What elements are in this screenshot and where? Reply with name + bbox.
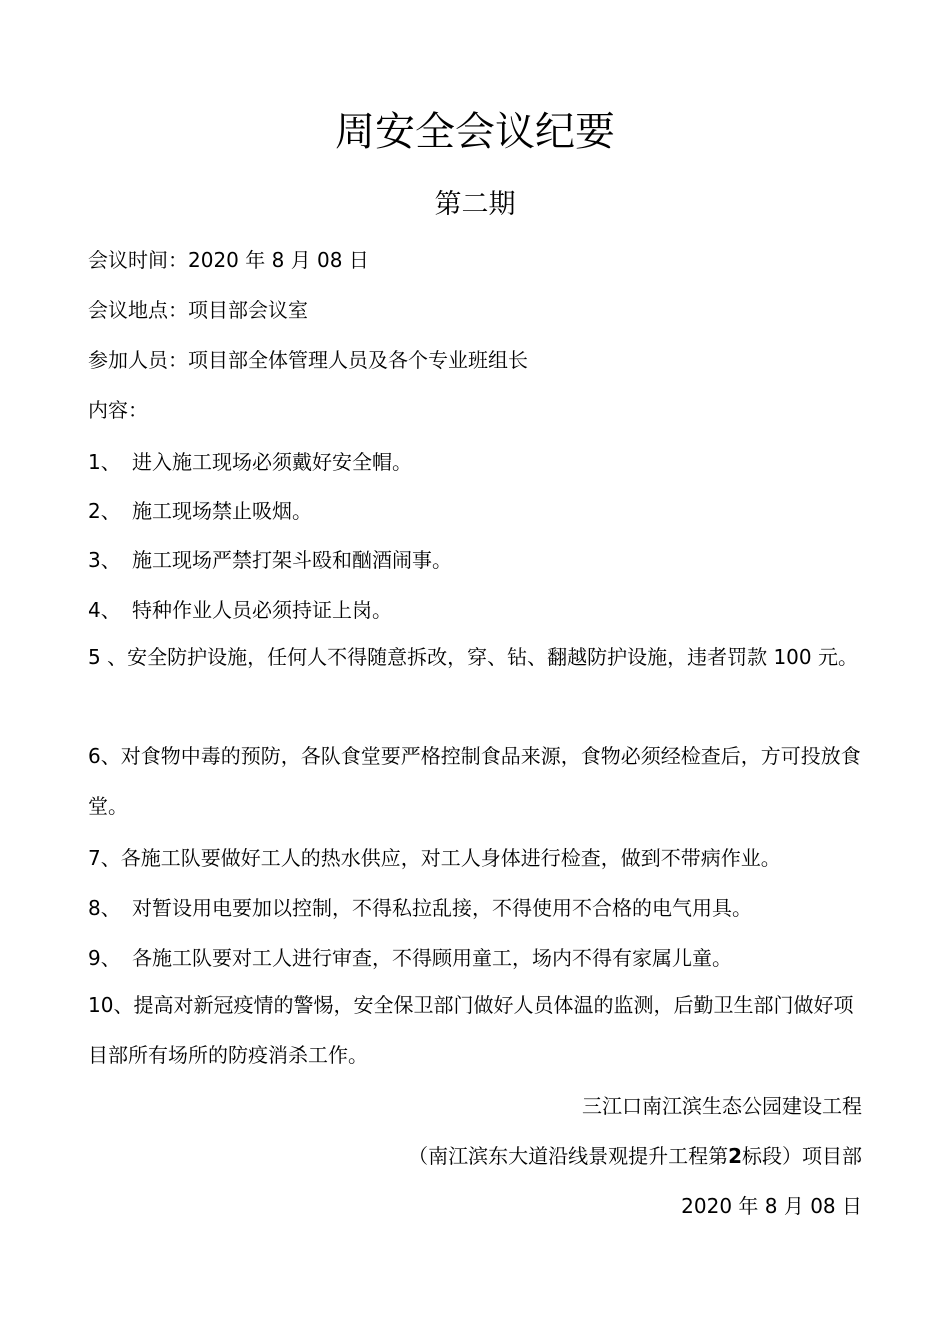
list-item [88, 448, 412, 476]
list-item-text: 特种作业人员必须持证上岗。 [132, 598, 392, 622]
list-item-text: 对暂设用电要加以控制，不得私拉乱接，不得使用不合格的电气用具。 [132, 896, 752, 920]
list-item-text: 提高对新冠疫情的警惕，安全保卫部门做好人员体温的监测，后勤卫生部门做好项目部所有场所的防疫消杀工作。 [88, 993, 854, 1067]
list-item [88, 497, 312, 525]
document-title: 周安全会议纪要 [335, 109, 615, 155]
meeting-time: 会议时间：2020 年 8 月 08 日 [88, 248, 369, 272]
section-number: 2 [728, 1144, 742, 1168]
signature-org-line2-suffix: 标段）项目部 [742, 1144, 862, 1168]
list-item-number: 6、 [88, 744, 121, 768]
content-label: 内容： [88, 398, 148, 422]
list-item-text: 对食物中毒的预防，各队食堂要严格控制食品来源，食物必须经检查后，方可投放食堂。 [88, 744, 861, 818]
list-item-text: 安全防护设施，任何人不得随意拆改，穿、钻、翻越防护设施，违者罚款 100 元。 [127, 645, 858, 669]
list-item-text: 各施工队要对工人进行审查，不得顾用童工，场内不得有家属儿童。 [132, 946, 732, 970]
list-item [88, 596, 392, 624]
list-item [88, 732, 868, 831]
list-item [88, 894, 752, 922]
list-item-number: 3、 [88, 548, 121, 572]
list-item [88, 633, 868, 683]
signature-org-line1: 三江口南江滨生态公园建设工程 [582, 1094, 862, 1118]
list-item-text: 施工现场禁止吸烟。 [132, 499, 312, 523]
list-item-text: 进入施工现场必须戴好安全帽。 [132, 450, 412, 474]
meeting-place: 会议地点：项目部会议室 [88, 298, 308, 322]
signature-org-line2 [408, 1142, 862, 1170]
signature-date: 2020 年 8 月 08 日 [681, 1194, 862, 1218]
list-item-number: 1、 [88, 450, 121, 474]
list-item-number: 8、 [88, 896, 121, 920]
list-item-number: 5 、 [88, 645, 128, 669]
list-item-text: 各施工队要做好工人的热水供应，对工人身体进行检查，做到不带病作业。 [120, 846, 781, 870]
list-item-number: 7、 [88, 846, 121, 870]
signature-org-line2-prefix: （南江滨东大道沿线景观提升工程第 [408, 1144, 729, 1168]
list-item [88, 944, 732, 972]
issue-number: 第二期 [434, 189, 516, 220]
list-item-number: 9、 [88, 946, 121, 970]
list-item [88, 981, 868, 1080]
list-item-number: 10、 [88, 993, 134, 1017]
attendees: 参加人员：项目部全体管理人员及各个专业班组长 [88, 348, 528, 372]
list-item-number: 4、 [88, 598, 121, 622]
list-item [88, 546, 452, 574]
list-item [88, 844, 781, 872]
list-item-text: 施工现场严禁打架斗殴和酗酒闹事。 [132, 548, 452, 572]
list-item-number: 2、 [88, 499, 121, 523]
